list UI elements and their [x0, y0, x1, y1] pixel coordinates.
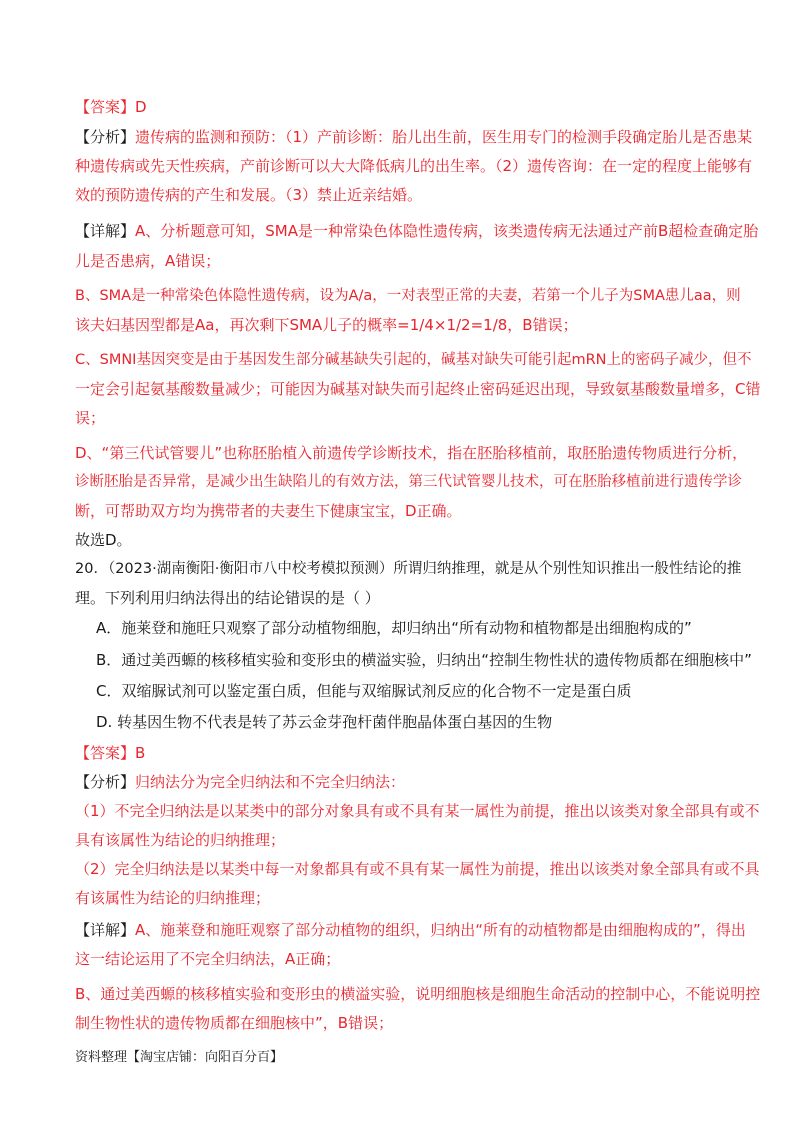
- analysis-line: 有该属性为结论的归纳推理；: [75, 889, 271, 907]
- detail-line: 一定会引起氨基酸数量减少；可能因为碱基对缺失而引起终止密码延迟出现，导致氨基酸数量增多，C错: [75, 380, 761, 398]
- detail-line: 该夫妇基因型都是Aa，再次剩下SMA儿子的概率=1/4×1/2=1/8，B错误；: [75, 316, 578, 334]
- analysis-line: 具有该属性为结论的归纳推理；: [75, 831, 286, 849]
- conclusion-line: 故选D。: [75, 531, 132, 549]
- detail-line: C、SMNI基因突变是由于基因发生部分碱基缺失引起的，碱基对缺失可能引起mRN上的密码子减少，但不: [75, 352, 752, 368]
- option-c: C．双缩脲试剂可以鉴定蛋白质，但能与双缩脲试剂反应的化合物不一定是蛋白质: [96, 682, 632, 700]
- analysis-text: 遗传病的监测和预防：（1）产前诊断：胎儿出生前，医生用专门的检测手段确定胎儿是否患某: [135, 128, 753, 146]
- analysis-tag: 【分析】: [75, 128, 136, 146]
- analysis-tag: 【分析】: [75, 773, 136, 791]
- detail-line: D、“第三代试管婴儿”也称胚胎植入前遗传学诊断技术，指在胚胎移植前，取胚胎遗传物质进行分析，: [75, 444, 748, 462]
- detail-line: 误；: [75, 409, 106, 427]
- question-stem: 理。下列利用归纳法得出的结论错误的是（ ）: [75, 589, 380, 607]
- answer-value: B: [135, 744, 146, 762]
- answer-line-20: [75, 743, 145, 763]
- option-a: A．施莱登和施旺只观察了部分动植物细胞，却归纳出“所有动物和植物都是出细胞构成的”: [96, 619, 692, 637]
- detail-line: 这一结论运用了不完全归纳法，A正确；: [75, 950, 341, 968]
- analysis-line: 种遗传病或先天性疾病，产前诊断可以大大降低病儿的出生率。（2）遗传咨询：在一定的程度上能够有: [75, 157, 753, 175]
- analysis-line: （1）不完全归纳法是以某类中的部分对象具有或不具有某一属性为前提，推出以该类对象全部具有或不: [75, 802, 760, 820]
- detail-line: 诊断胚胎是否异常，是减少出生缺陷儿的有效方法，第三代试管婴儿技术，可在胚胎移植前进行遗传学诊: [75, 474, 742, 490]
- detail-tag: 【详解】: [75, 921, 136, 939]
- detail-line: B、SMA是一种常染色体隐性遗传病，设为A/a，一对表型正常的夫妻，若第一个儿子为SMA患儿aa，则: [75, 288, 741, 304]
- answer-tag: 【答案】: [75, 744, 136, 762]
- analysis-text: 归纳法分为完全归纳法和不完全归纳法：: [135, 773, 406, 791]
- question-stem: 20．（2023·湖南衡阳·衡阳市八中校考模拟预测）所谓归纳推理，就是从个别性知识推出一般性结论的推: [75, 561, 742, 577]
- answer-tag: 【答案】: [75, 98, 136, 116]
- analysis-line: [75, 127, 752, 147]
- detail-line: 断，可帮助双方均为携带者的夫妻生下健康宝宝，D正确。: [75, 502, 462, 520]
- detail-line: [75, 920, 746, 940]
- answer-value: D: [135, 98, 147, 116]
- detail-tag: 【详解】: [75, 222, 136, 240]
- analysis-line: （2）完全归纳法是以某类中每一对象都具有或不具有某一属性为前提，推出以该类对象全部具有或不具: [75, 860, 760, 878]
- detail-text: A、分析题意可知，SMA是一种常染色体隐性遗传病，该类遗传病无法通过产前B超检查确定胎: [135, 222, 759, 240]
- option-d: D. 转基因生物不代表是转了苏云金芽孢杆菌伴胞晶体蛋白基因的生物: [96, 713, 553, 731]
- analysis-line: [75, 772, 405, 792]
- page-footer: 资料整理【淘宝店铺：向阳百分百】: [75, 1050, 284, 1065]
- analysis-line: 效的预防遗传病的产生和发展。（3）禁止近亲结婚。: [75, 186, 423, 204]
- detail-line: B、通过美西螈的核移植实验和变形虫的横溢实验，说明细胞核是细胞生命活动的控制中心，不能说明控: [75, 985, 761, 1003]
- answer-line-19: [75, 97, 147, 117]
- detail-text: A、施莱登和施旺观察了部分动植物的组织，归纳出“所有的动植物都是由细胞构成的”，得出: [135, 921, 746, 939]
- detail-line: 儿是否患病，A错误；: [75, 252, 221, 270]
- detail-line: [75, 221, 758, 241]
- detail-line: 制生物性状的遗传物质都在细胞核中”，B错误；: [75, 1014, 394, 1032]
- option-b: B．通过美西螈的核移植实验和变形虫的横溢实验，归纳出“控制生物性状的遗传物质都在细胞核中”: [96, 651, 752, 669]
